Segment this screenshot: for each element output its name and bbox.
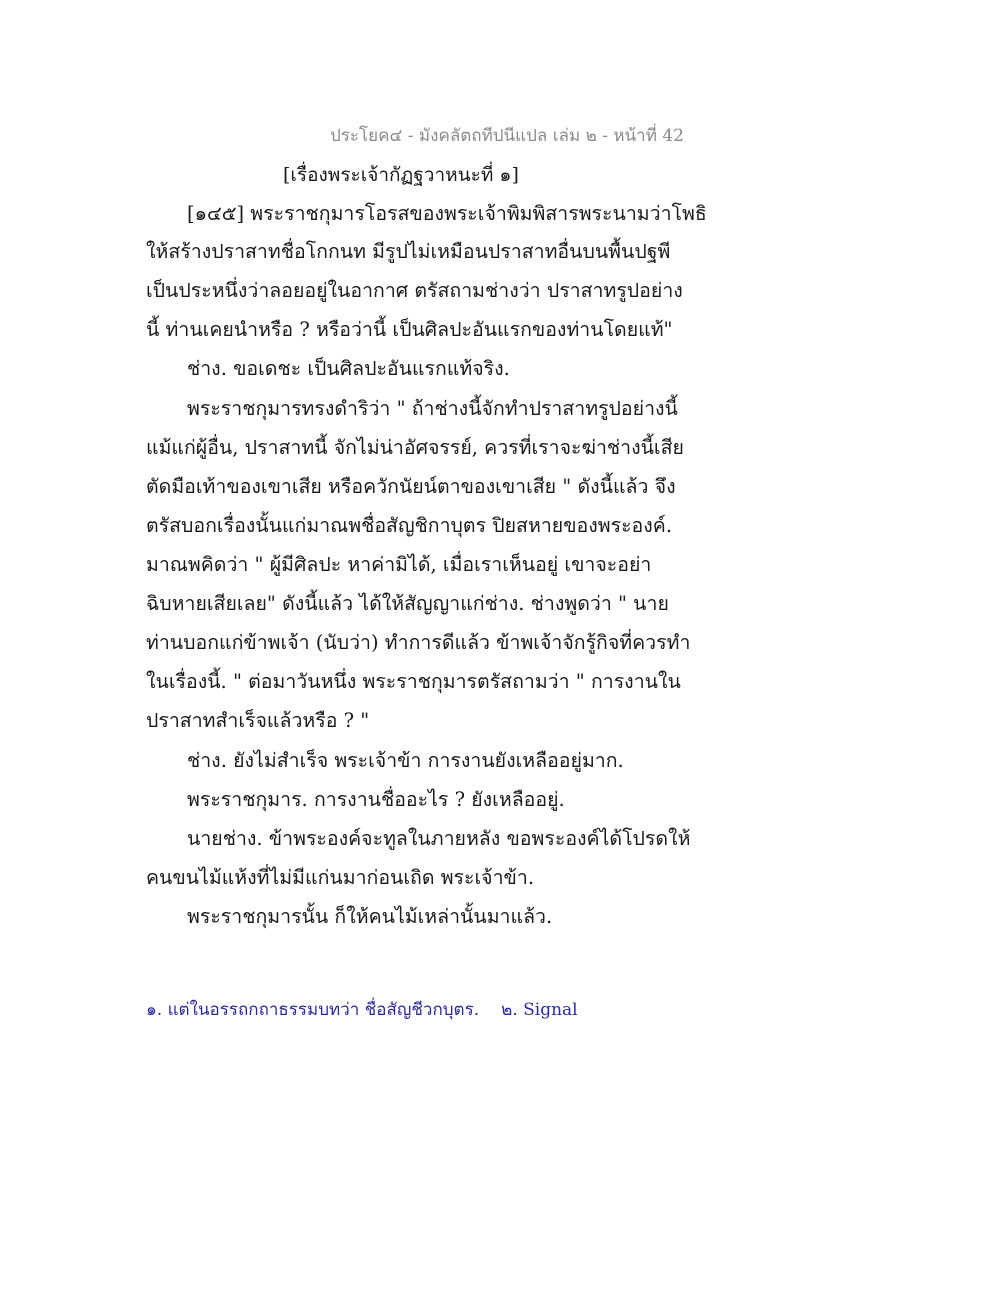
body-line: ฉิบหายเสียเลย" ดังนี้แล้ว ได้ให้สัญญาแก่ช่าง. ช่างพูดว่า " นาย xyxy=(146,592,669,615)
body-line: ช่าง. ยังไม่สำเร็จ พระเจ้าข้า การงานยังเหลืออยู่มาก. xyxy=(187,749,624,772)
footnotes xyxy=(146,996,578,1023)
body-line: นี้ ท่านเคยนำหรือ ? หรือว่านี้ เป็นศิลปะอันแรกของท่านโดยแท้" xyxy=(146,318,673,341)
footnote-2: ๒. Signal xyxy=(501,1000,578,1020)
footnote-1: ๑. แต่ในอรรถกถาธรรมบทว่า ชื่อสัญชีวกบุตร. xyxy=(146,1000,480,1020)
body-line: [๑๔๕] พระราชกุมารโอรสของพระเจ้าพิมพิสารพระนามว่าโพธิ xyxy=(187,202,707,225)
story-title: [เรื่องพระเจ้ากัฏฐวาหนะที่ ๑] xyxy=(283,164,519,186)
body-line: นายช่าง. ข้าพระองค์จะทูลในภายหลัง ขอพระองค์ได้โปรดให้ xyxy=(187,827,691,850)
body-line: ให้สร้างปราสาทชื่อโกกนท มีรูปไม่เหมือนปราสาทอื่นบนพื้นปฐพี xyxy=(146,240,671,263)
body-line: ตรัสบอกเรื่องนั้นแก่มาณพชื่อสัญชิกาบุตร ปิยสหายของพระองค์. xyxy=(146,514,673,537)
body-line: ช่าง. ขอเดชะ เป็นศิลปะอันแรกแท้จริง. xyxy=(187,357,510,380)
body-line: ท่านบอกแก่ข้าพเจ้า (นับว่า) ทำการดีแล้ว ข้าพเจ้าจักรู้กิจที่ควรทำ xyxy=(146,631,691,654)
body-line: ในเรื่องนี้. " ต่อมาวันหนึ่ง พระราชกุมารตรัสถามว่า " การงานใน xyxy=(146,670,681,693)
body-line: คนขนไม้แห้งที่ไม่มีแก่นมาก่อนเถิด พระเจ้าข้า. xyxy=(146,866,535,889)
running-header: ประโยค๔ - มังคลัตถทีปนีแปล เล่ม ๒ - หน้าที่ 42 xyxy=(330,126,684,146)
body-line: พระราชกุมารทรงดำริว่า " ถ้าช่างนี้จักทำปราสาทรูปอย่างนี้ xyxy=(187,397,678,420)
body-line: ปราสาทสำเร็จแล้วหรือ ? " xyxy=(146,709,370,732)
body-line: เป็นประหนึ่งว่าลอยอยู่ในอากาศ ตรัสถามช่างว่า ปราสาทรูปอย่าง xyxy=(146,279,683,302)
body-line: แม้แก่ผู้อื่น, ปราสาทนี้ จักไม่น่าอัศจรรย์, ควรที่เราจะฆ่าช่างนี้เสีย xyxy=(146,436,684,459)
body-line: พระราชกุมารนั้น ก็ให้คนไม้เหล่านั้นมาแล้ว. xyxy=(187,905,553,928)
body-line: ตัดมือเท้าของเขาเสีย หรือควักนัยน์ตาของเขาเสีย " ดังนี้แล้ว จึง xyxy=(146,475,676,498)
body-line: มาณพคิดว่า " ผู้มีศิลปะ หาค่ามิได้, เมื่อเราเห็นอยู่ เขาจะอย่า xyxy=(146,553,652,576)
body-line: พระราชกุมาร. การงานชื่ออะไร ? ยังเหลืออยู่. xyxy=(187,788,565,811)
